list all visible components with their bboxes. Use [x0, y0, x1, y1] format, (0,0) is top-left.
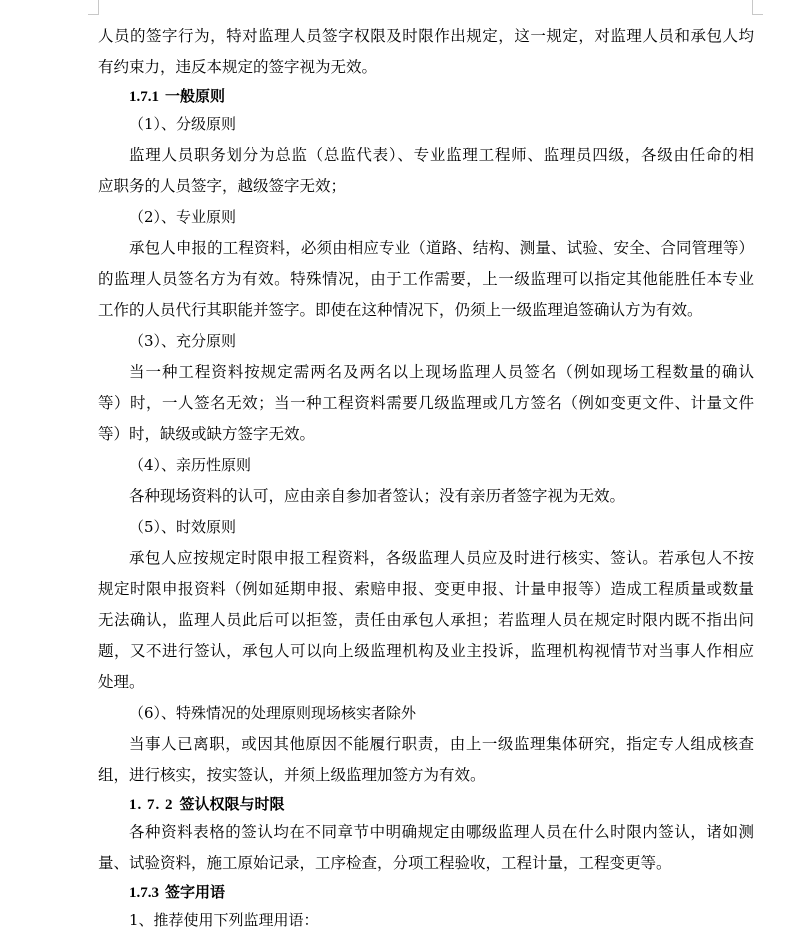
paragraph-professional	[98, 233, 754, 326]
section-number: 1.7.3	[129, 885, 159, 901]
paragraph-line: 人员的签字行为，特对监理人员签字权限及时限作出规定，这一规定，对监理人员和承包人均	[98, 27, 754, 45]
paragraph-continuation	[98, 21, 754, 83]
section-number: 1. 7. 2	[129, 797, 174, 813]
paragraph-personal-experience	[98, 481, 754, 512]
section-title: 签认权限与时限	[179, 795, 285, 813]
paragraph-line: 监理人员职务划分为总监（总监代表）、专业监理工程师、监理员四级，各级由任命的相	[129, 146, 754, 164]
paragraph-grading	[98, 140, 754, 202]
paragraph-signing-authority	[98, 817, 754, 879]
paragraph-line: 等）时，缺级或缺方签字无效。	[98, 425, 316, 443]
section-heading-1-7-2	[98, 791, 754, 817]
paragraph-special-case	[98, 729, 754, 791]
page-margin-corner-left	[88, 0, 99, 15]
paragraph-line: 当一种工程资料按规定需两名及两名以上现场监理人员签名（例如现场工程数量的确认	[129, 363, 754, 381]
paragraph-line: 承包人申报的工程资料，必须由相应专业（道路、结构、测量、试验、安全、合同管理等）	[129, 239, 754, 257]
paragraph-line: 处理。	[98, 673, 145, 691]
list-item-professional-principle: （2）、专业原则	[129, 208, 237, 226]
paragraph-line: 题，又不进行签认，承包人可以向上级监理机构及业主投诉，监理机构视情节对当事人作相应	[98, 642, 754, 660]
section-heading-1-7-3	[98, 879, 754, 905]
paragraph-line: 承包人应按规定时限申报工程资料，各级监理人员应及时进行核实、签认。若承包人不按	[129, 549, 754, 567]
section-title: 签字用语	[165, 883, 226, 901]
section-heading-1-7-1	[98, 83, 754, 109]
list-item-grading-principle: （1）、分级原则	[129, 115, 237, 133]
paragraph-line: 各种资料表格的签认均在不同章节中明确规定由哪级监理人员在什么时限内签认，诸如测	[129, 823, 754, 841]
paragraph-line: 各种现场资料的认可，应由亲自参加者签认；没有亲历者签字视为无效。	[129, 487, 626, 505]
paragraph-sufficiency	[98, 357, 754, 450]
list-item-sufficiency-principle: （3）、充分原则	[129, 332, 237, 350]
paragraph-line: 当事人已离职，或因其他原因不能履行职责，由上一级监理集体研究，指定专人组成核查	[129, 735, 754, 753]
document-body	[98, 21, 754, 936]
paragraph-line: 的监理人员签名方为有效。特殊情况，由于工作需要，上一级监理可以指定其他能胜任本专业	[98, 270, 754, 288]
paragraph-line: 等）时，一人签名无效；当一种工程资料需要几级监理或几方签名（例如变更文件、计量文件	[98, 394, 754, 412]
list-item-personal-experience-principle: （4）、亲历性原则	[129, 456, 252, 474]
section-number: 1.7.1	[129, 89, 159, 105]
paragraph-line: 无法确认，监理人员此后可以拒签，责任由承包人承担；若监理人员在规定时限内既不指出问	[98, 611, 754, 629]
paragraph-line: 工作的人员代行其职能并签字。即使在这种情况下，仍须上一级监理追签确认方为有效。	[98, 301, 703, 319]
paragraph-line: 量、试验资料，施工原始记录，工序检查，分项工程验收，工程计量，工程变更等。	[98, 854, 672, 872]
paragraph-line: 有约束力，违反本规定的签字视为无效。	[98, 58, 378, 76]
list-item-recommended-terms: 1、推荐使用下列监理用语：	[129, 911, 319, 929]
list-item-timeliness-principle: （5）、时效原则	[129, 518, 237, 536]
paragraph-timeliness	[98, 543, 754, 698]
paragraph-line: 应职务的人员签字，越级签字无效；	[98, 177, 347, 195]
paragraph-line: 规定时限申报资料（例如延期申报、索赔申报、变更申报、计量申报等）造成工程质量或数量	[98, 580, 754, 598]
section-title: 一般原则	[165, 87, 226, 105]
page-margin-corner-right	[752, 0, 763, 15]
list-item-special-case-principle: （6）、特殊情况的处理原则现场核实者除外	[129, 704, 417, 722]
paragraph-line: 组，进行核实，按实签认，并须上级监理加签方为有效。	[98, 766, 486, 784]
